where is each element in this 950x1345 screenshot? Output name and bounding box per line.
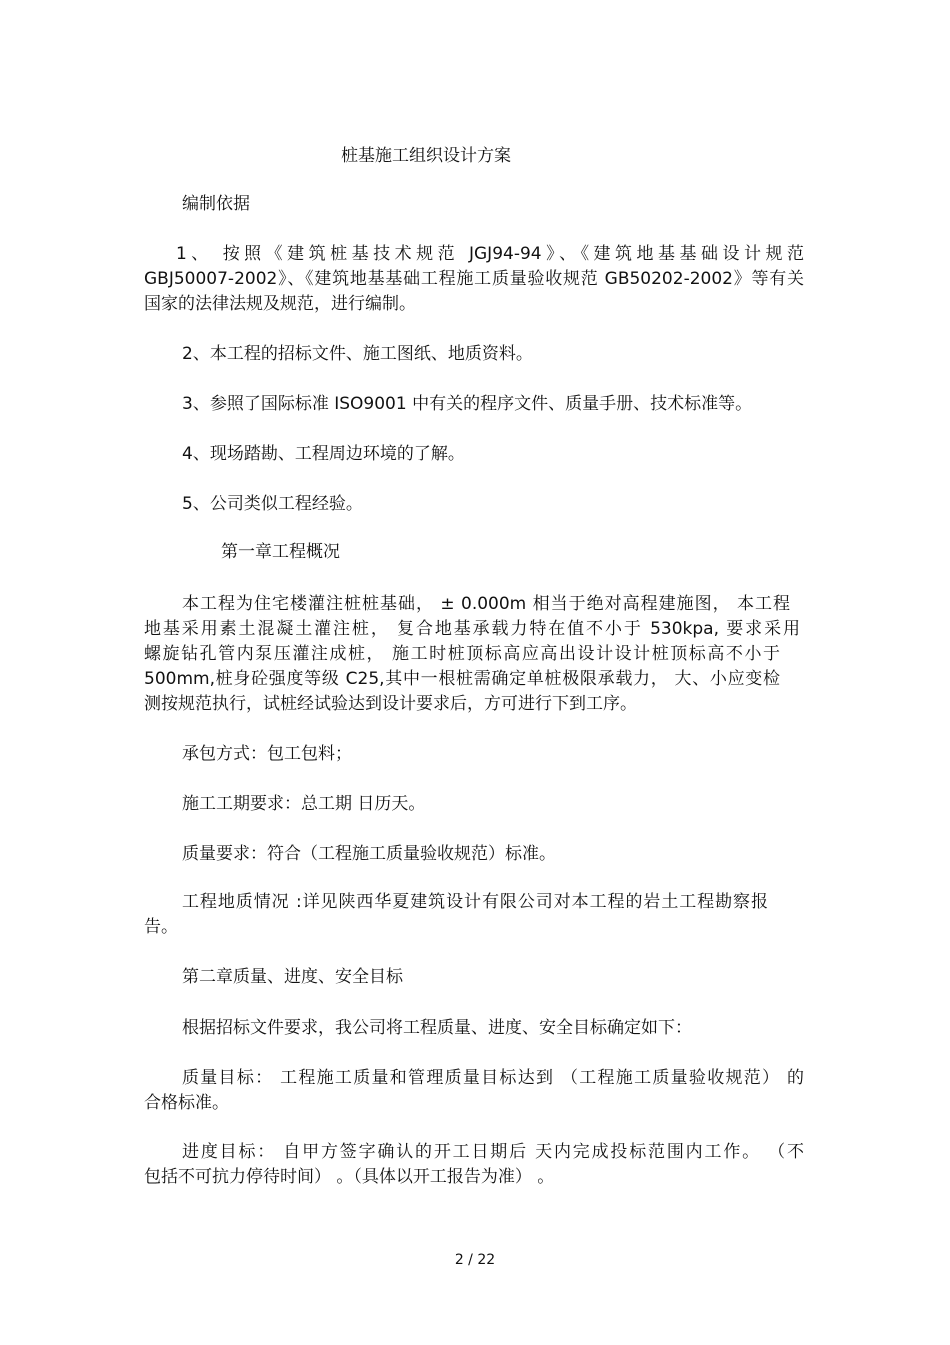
geology-line-2: 告。 [144,917,178,937]
basis-item-4: 4、现场踏勘、工程周边环境的了解。 [182,444,465,464]
basis-heading: 编制依据 [182,194,250,214]
overview-line-4: 500mm,桩身砼强度等级 C25,其中一根桩需确定单桩极限承载力， 大、小应变检 [144,669,780,689]
quality-target-line-1: 质量目标： 工程施工质量和管理质量目标达到 （工程施工质量验收规范） 的 [182,1068,804,1088]
chapter-2-heading: 第二章质量、进度、安全目标 [182,967,403,987]
basis-item-1-line-3: 国家的法律法规及规范，进行编制。 [144,294,416,314]
overview-line-2: 地基采用素土混凝土灌注桩， 复合地基承载力特在值不小于 530kpa, 要求采用 [144,619,800,639]
quality-target-line-2: 合格标准。 [144,1093,229,1113]
schedule-requirement: 施工工期要求：总工期 日历天。 [182,794,426,814]
overview-line-1: 本工程为住宅楼灌注桩桩基础， ± 0.000m 相当于绝对高程建施图， 本工程 [182,594,790,614]
document-title: 桩基施工组织设计方案 [341,146,511,166]
progress-target-line-2: 包括不可抗力停待时间） 。（具体以开工报告为准） 。 [144,1167,555,1187]
page-number: 2 / 22 [454,1252,496,1268]
geology-line-1: 工程地质情况 :详见陕西华夏建筑设计有限公司对本工程的岩土工程勘察报 [182,892,768,912]
overview-line-3: 螺旋钻孔管内泵压灌注成桩， 施工时桩顶标高应高出设计设计桩顶标高不小于 [144,644,780,664]
contract-mode: 承包方式：包工包料； [182,744,352,764]
chapter-1-heading: 第一章工程概况 [221,542,340,562]
basis-item-5: 5、公司类似工程经验。 [182,494,363,514]
targets-intro: 根据招标文件要求，我公司将工程质量、进度、安全目标确定如下： [182,1018,692,1038]
basis-item-2: 2、本工程的招标文件、施工图纸、地质资料。 [182,344,533,364]
progress-target-line-1: 进度目标： 自甲方签字确认的开工日期后 天内完成投标范围内工作。 （不 [182,1142,804,1162]
overview-line-5: 测按规范执行，试桩经试验达到设计要求后，方可进行下到工序。 [144,694,637,714]
quality-requirement: 质量要求：符合（工程施工质量验收规范）标准。 [182,844,556,864]
basis-item-3: 3、参照了国际标准 ISO9001 中有关的程序文件、质量手册、技术标准等。 [182,394,753,414]
basis-item-1-line-1: 1、 按照《建筑桩基技术规范 JGJ94-94》、《建筑地基基础设计规范 [176,244,804,264]
basis-item-1-line-2: GBJ50007-2002》、《建筑地基基础工程施工质量验收规范 GB50202-2002》等有关 [144,269,804,289]
